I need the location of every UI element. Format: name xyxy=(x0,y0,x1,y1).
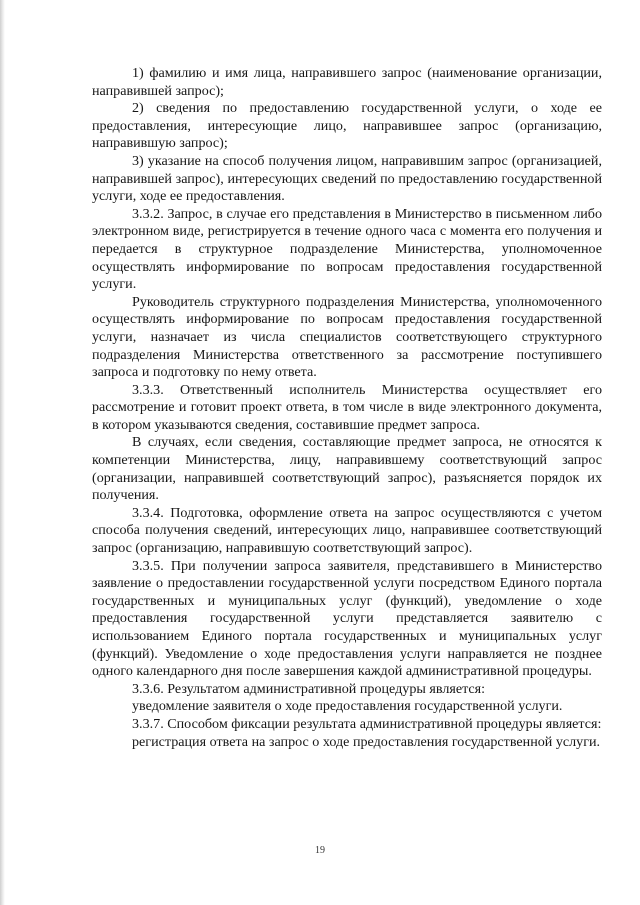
paragraph-10: 3.3.6. Результатом административной процедуры является: xyxy=(132,680,486,697)
paragraph-9: 3.3.5. При получении запроса заявителя, представившего в Министерство заявление о предоставлении государственной услуги посредством Единого портала государственных и муниципальных услуг (функций), уведомление о ходе предоставления государственной услуги представляется заявителю с использованием Единого портала государственных и муниципальных услуг (функций). Уведомление о ходе предоставления услуги направляется не позднее одного календарного дня после завершения каждой административной процедуры. xyxy=(92,557,602,680)
scan-edge-shadow xyxy=(0,0,5,905)
paragraph-3: 3) указание на способ получения лицом, направившим запрос (организацией, направившей запрос), интересующих сведений по предоставлению государственной услуги, ходе ее предоставления. xyxy=(92,152,602,205)
paragraph-4: 3.3.2. Запрос, в случае его представления в Министерство в письменном либо электронном виде, регистрируется в течение одного часа с момента его получения и передается в структурное подразделение Министерства, уполномоченное осуществлять информирование по вопросам предоставления государственной услуги. xyxy=(92,205,602,293)
paragraph-7: В случаях, если сведения, составляющие предмет запроса, не относятся к компетенции Министерства, лицу, направившему соответствующий запрос (организации, направившей соответствующий запрос), разъясняется порядок их получения. xyxy=(92,434,602,504)
paragraph-1: 1) фамилию и имя лица, направившего запрос (наименование организации, направившей запрос); xyxy=(92,65,602,99)
paragraph-13: регистрация ответа на запрос о ходе предоставления государственной услуги. xyxy=(132,733,601,750)
paragraph-8: 3.3.4. Подготовка, оформление ответа на запрос осуществляются с учетом способа получения сведений, интересующих лицо, направившее соответствующий запрос (организацию, направившую соответствующий запрос). xyxy=(92,504,602,557)
document-body xyxy=(92,65,602,751)
paragraph-6: 3.3.3. Ответственный исполнитель Министерства осуществляет его рассмотрение и готовит проект ответа, в том числе в виде электронного документа, в котором указываются сведения, составившие предмет запроса. xyxy=(92,381,602,433)
paragraph-11: уведомление заявителя о ходе предоставления государственной услуги. xyxy=(132,698,563,715)
paragraph-12: 3.3.7. Способом фиксации результата административной процедуры является: xyxy=(132,715,602,732)
paragraph-5: Руководитель структурного подразделения Министерства, уполномоченного осуществлять информирование по вопросам предоставления государственной услуги, назначает из числа специалистов соответствующего структурного подразделения Министерства ответственного за рассмотрение поступившего запроса и подготовку по нему ответа. xyxy=(92,293,602,381)
paragraph-2: 2) сведения по предоставлению государственной услуги, о ходе ее предоставления, интересующие лицо, направившее запрос (организацию, направившую запрос); xyxy=(92,100,602,152)
page-number: 19 xyxy=(315,845,325,856)
